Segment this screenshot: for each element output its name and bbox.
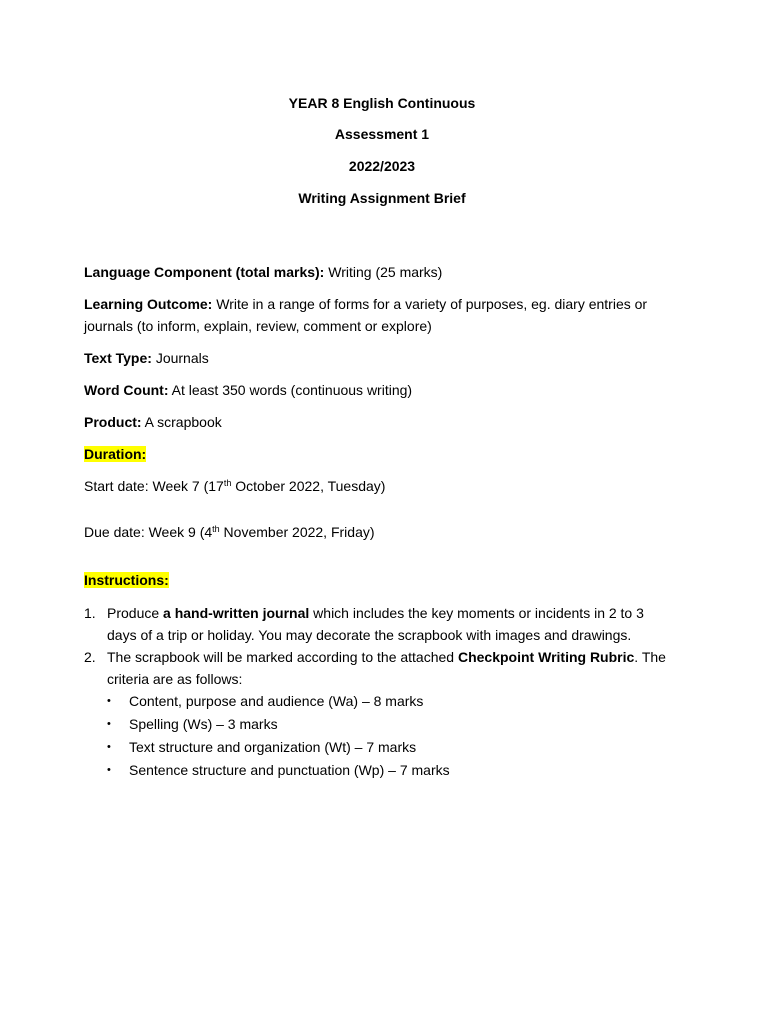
instruction-item-1 (107, 604, 644, 622)
instruction-item-1-line-2: days of a trip or holiday. You may decorate the scrapbook with images and drawings. (107, 627, 632, 643)
instruction-1-post: which includes the key moments or incidents in 2 to 3 (309, 605, 644, 621)
product-line (84, 413, 222, 431)
instruction-1-pre: Produce (107, 605, 164, 621)
text-type-label: Text Type: (84, 350, 152, 366)
due-date-suffix: November 2022, Friday) (219, 524, 375, 540)
due-date-ordinal: th (212, 524, 220, 534)
list-number-1: 1. (84, 605, 96, 621)
start-date-suffix: October 2022, Tuesday) (231, 478, 386, 494)
instructions-heading-line (84, 571, 169, 589)
word-count-value: At least 350 words (continuous writing) (168, 382, 413, 398)
due-date-prefix: Due date: Week 9 (4 (84, 524, 213, 540)
instruction-item-2 (107, 648, 666, 666)
criteria-item: Spelling (Ws) – 3 marks (129, 716, 278, 732)
criteria-item: Sentence structure and punctuation (Wp) – 7 marks (129, 762, 450, 778)
text-type-line (84, 349, 209, 367)
start-date-line (84, 477, 385, 495)
criteria-item: Text structure and organization (Wt) – 7 marks (129, 739, 417, 755)
list-number-2: 2. (84, 649, 96, 665)
word-count-line (84, 381, 412, 399)
text-type-value: Journals (151, 350, 209, 366)
learning-outcome-label: Learning Outcome: (84, 296, 213, 312)
learning-outcome-value: Write in a range of forms for a variety of purposes, eg. diary entries or (212, 296, 648, 312)
bullet-icon: • (107, 764, 111, 776)
start-date-ordinal: th (223, 478, 232, 488)
word-count-label: Word Count: (84, 382, 169, 398)
bullet-icon: • (107, 718, 111, 730)
learning-outcome-line-2: journals (to inform, explain, review, comment or explore) (84, 318, 432, 334)
bullet-icon: • (107, 741, 111, 753)
bullet-icon: • (107, 695, 111, 707)
header-year: 2022/2023 (348, 158, 416, 174)
instruction-1-bold: a hand-written journal (163, 605, 310, 621)
instruction-2-pre: The scrapbook will be marked according to the attached (107, 649, 458, 665)
duration-heading-line (84, 445, 146, 463)
header-brief: Writing Assignment Brief (298, 190, 466, 206)
instruction-2-post: . The (634, 649, 666, 665)
instruction-item-2-line-2: criteria are as follows: (107, 671, 243, 687)
instructions-heading: Instructions: (84, 572, 169, 588)
header-title: YEAR 8 English Continuous (288, 95, 476, 111)
criteria-item: Content, purpose and audience (Wa) – 8 marks (129, 693, 424, 709)
product-value: A scrapbook (141, 414, 222, 430)
language-component-line (84, 263, 442, 281)
due-date-line (84, 523, 375, 541)
product-label: Product: (84, 414, 142, 430)
language-component-value: Writing (25 marks) (324, 264, 443, 280)
learning-outcome-line (84, 295, 647, 313)
header-assessment: Assessment 1 (334, 126, 430, 142)
start-date-prefix: Start date: Week 7 (17 (84, 478, 224, 494)
duration-heading: Duration: (84, 446, 147, 462)
language-component-label: Language Component (total marks): (84, 264, 325, 280)
instruction-2-bold: Checkpoint Writing Rubric (457, 649, 635, 665)
